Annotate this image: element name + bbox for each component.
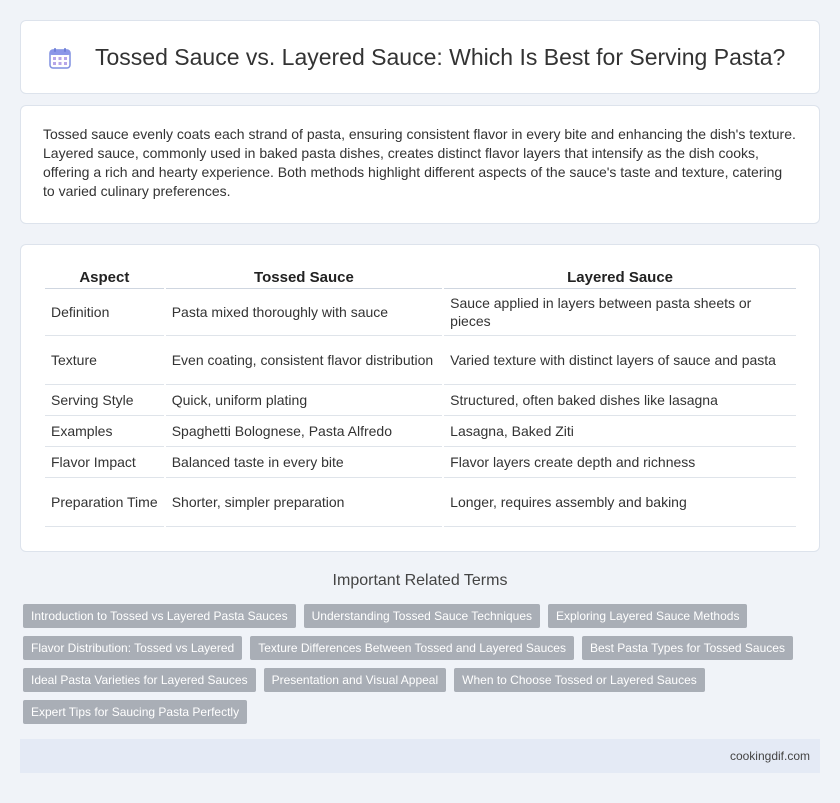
table-row — [45, 385, 796, 416]
intro-card — [20, 105, 820, 224]
table-row — [45, 447, 796, 478]
table-header-aspect: Aspect — [45, 265, 164, 289]
table-cell-layered: Varied texture with distinct layers of sauce and pasta — [444, 336, 796, 385]
related-term-tag[interactable]: Flavor Distribution: Tossed vs Layered — [23, 636, 242, 660]
table-header-tossed: Tossed Sauce — [166, 265, 442, 289]
related-term-tag[interactable]: Ideal Pasta Varieties for Layered Sauces — [23, 668, 256, 692]
page-title: Tossed Sauce vs. Layered Sauce: Which Is Best for Serving Pasta? — [95, 44, 786, 70]
table-cell-aspect: Texture — [45, 336, 164, 385]
footer — [20, 739, 820, 773]
table-cell-tossed: Quick, uniform plating — [166, 385, 442, 416]
table-row — [45, 416, 796, 447]
table-header-row — [45, 265, 796, 289]
related-term-tag[interactable]: Texture Differences Between Tossed and Layered Sauces — [250, 636, 574, 660]
table-cell-aspect: Examples — [45, 416, 164, 447]
table-row — [45, 336, 796, 385]
table-cell-layered: Sauce applied in layers between pasta sheets or pieces — [444, 289, 796, 336]
footer-site-link[interactable]: cookingdif.com — [729, 749, 810, 763]
table-cell-tossed: Shorter, simpler preparation — [166, 478, 442, 527]
related-term-tag[interactable]: Presentation and Visual Appeal — [264, 668, 447, 692]
table-cell-aspect: Definition — [45, 289, 164, 336]
table-row — [45, 289, 796, 336]
comparison-table — [43, 265, 798, 527]
related-term-tag[interactable]: Expert Tips for Saucing Pasta Perfectly — [23, 700, 247, 724]
table-cell-aspect: Serving Style — [45, 385, 164, 416]
related-term-tag[interactable]: When to Choose Tossed or Layered Sauces — [454, 668, 705, 692]
table-header-layered: Layered Sauce — [444, 265, 796, 289]
table-cell-layered: Lasagna, Baked Ziti — [444, 416, 796, 447]
table-cell-aspect: Flavor Impact — [45, 447, 164, 478]
table-cell-aspect: Preparation Time — [45, 478, 164, 527]
table-cell-layered: Structured, often baked dishes like lasagna — [444, 385, 796, 416]
table-row — [45, 478, 796, 527]
table-cell-layered: Flavor layers create depth and richness — [444, 447, 796, 478]
header-card — [20, 20, 820, 94]
related-term-tag[interactable]: Understanding Tossed Sauce Techniques — [304, 604, 540, 628]
table-cell-tossed: Balanced taste in every bite — [166, 447, 442, 478]
table-cell-layered: Longer, requires assembly and baking — [444, 478, 796, 527]
related-terms-title: Important Related Terms — [332, 572, 508, 589]
related-term-tag[interactable]: Exploring Layered Sauce Methods — [548, 604, 747, 628]
calendar-icon — [48, 46, 72, 70]
table-cell-tossed: Spaghetti Bolognese, Pasta Alfredo — [166, 416, 442, 447]
table-cell-tossed: Even coating, consistent flavor distribution — [166, 336, 442, 385]
table-cell-tossed: Pasta mixed thoroughly with sauce — [166, 289, 442, 336]
related-term-tag[interactable]: Introduction to Tossed vs Layered Pasta Sauces — [23, 604, 296, 628]
related-term-tag[interactable]: Best Pasta Types for Tossed Sauces — [582, 636, 793, 660]
intro-paragraph: Tossed sauce evenly coats each strand of pasta, ensuring consistent flavor in every bite and enhancing the dish's texture. Layered sauce, commonly used in baked pasta dishes, creates distinct flavor layers that intensify as the dish cooks, offering a rich and hearty experience. Both methods highlight different aspects of the sauce's taste and texture, catering to varied culinary preferences. — [43, 126, 796, 199]
comparison-table-card — [20, 244, 820, 552]
related-terms-list — [23, 604, 813, 724]
